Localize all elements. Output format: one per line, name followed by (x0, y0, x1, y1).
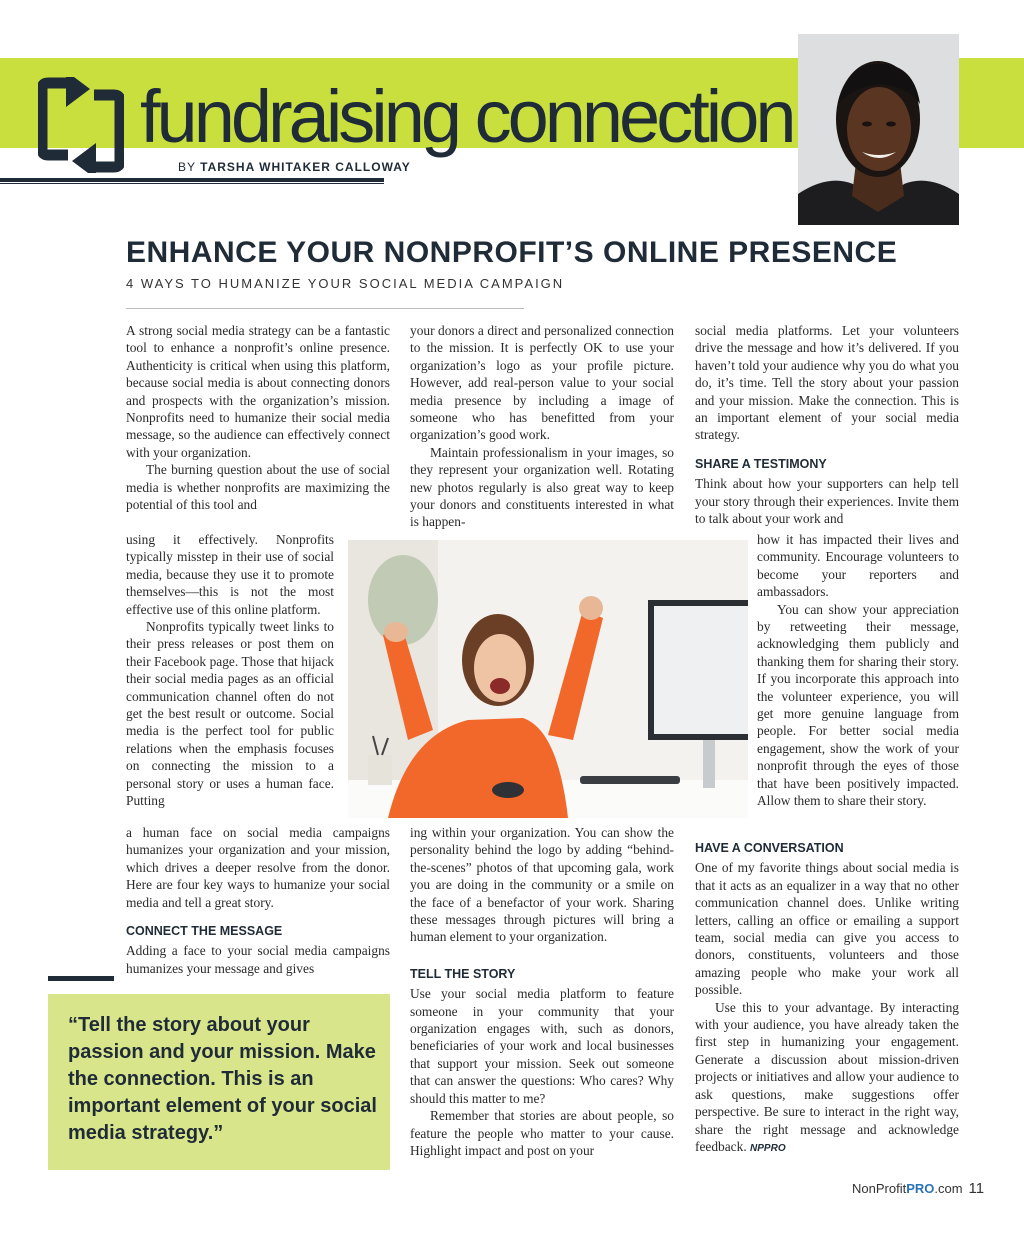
column-1-wrap (126, 531, 334, 810)
paragraph: Adding a face to your social media campaigns humanizes your message and gives (126, 943, 390, 976)
page-number: 11 (968, 1180, 985, 1197)
paragraph: One of my favorite things about social media is that it acts as an equalizer in a way that no other communication channel does. Unlike writing letters, calling an office or emailing a support team, social media can give you access to donors, constituents, volunteers and those amazing people who make your work all possible. (695, 860, 959, 998)
section-heading: CONNECT THE MESSAGE (126, 924, 283, 939)
footer-site-suffix: .com (934, 1181, 963, 1196)
column-3-wrap (757, 531, 959, 810)
section-heading: SHARE A TESTIMONY (695, 456, 827, 471)
end-mark: NPPRO (750, 1142, 786, 1154)
headline-divider (126, 308, 524, 309)
paragraph: ing within your organization. You can show the personality behind the logo by adding “behind-the-scenes” photos of that upcoming gala, work you are doing in the community or a smile on the face of a benefactor of your work. Sharing these messages through pictures will bring a human element to your organization. (410, 825, 674, 945)
byline (178, 160, 411, 174)
column-3-bottom (695, 840, 959, 1157)
article-headline: ENHANCE YOUR NONPROFIT’S ONLINE PRESENCE (126, 236, 898, 269)
column-3-top (695, 322, 959, 527)
refresh-arrows-logo-icon (38, 77, 124, 173)
pull-quote-rule (48, 976, 114, 981)
paragraph: Remember that stories are about people, so feature the people who matter to your cause. Highlight impact and post on your (410, 1108, 674, 1158)
paragraph (695, 999, 959, 1158)
column-1-top (126, 322, 390, 513)
pull-quote: “Tell the story about your passion and your mission. Make the connection. This is an important element of your social media strategy.” (68, 1014, 377, 1144)
article-photo (348, 540, 748, 818)
section-heading: TELL THE STORY (410, 966, 516, 981)
paragraph: social media platforms. Let your volunteers drive the message and how it’s delivered. If you haven’t told your audience why you do what you do, it’s time. Tell the story about your passion and your mission. Make the connection. This is an important element of your social media strategy. (695, 323, 959, 443)
section-heading: HAVE A CONVERSATION (695, 841, 844, 855)
column-1-bottom (126, 824, 390, 977)
paragraph: Maintain professionalism in your images, so they represent your organization well. Rotating new photos regularly is also great way to keep your donors and constituents interested in what is happen- (410, 444, 674, 530)
byline-prefix: BY (178, 160, 196, 174)
paragraph: a human face on social media campaigns humanizes your organization and your mission, which drives a deeper resolve from the donor. Here are four key ways to humanize your social media and tell a great story. (126, 825, 390, 910)
column-2-bottom (410, 824, 674, 1159)
article-subheadline: 4 WAYS TO HUMANIZE YOUR SOCIAL MEDIA CAMPAIGN (126, 276, 565, 291)
footer-site-prefix: NonProfit (852, 1181, 907, 1196)
byline-author: TARSHA WHITAKER CALLOWAY (200, 160, 411, 174)
paragraph-text: Use this to your advantage. By interacting with your audience, you have already taken the first step in humanizing your engagement. Generate a discussion about mission-driven projects or initiatives and allow your audience to ask questions, make suggestions offer perspective. Be sure to interact in the right way, share the right message and acknowledge feedback. (695, 999, 959, 1154)
paragraph: Use your social media platform to feature someone in your community that your organization engages with, such as donors, beneficiaries of your work and local businesses that support your mission. Seek out someone that can answer the questions: Who cares? Why should this matter to me? (410, 986, 674, 1106)
author-headshot (798, 34, 959, 225)
column-2-top (410, 322, 674, 531)
header-rule (0, 178, 384, 182)
paragraph: Think about how your supporters can help tell your story through their experiences. Invite them to talk about your work and (695, 476, 959, 527)
paragraph: You can show your appreciation by retweeting their message, acknowledging them publicly and thanking them for sharing their story. If you incorporate this approach into the volunteer experience, you will get more genuine language from people. For better social media engagement, show the work of your nonprofit through the eyes of those that have been positively impacted. Allow them to share their story. (757, 601, 959, 809)
paragraph: your donors a direct and personalized connection to the mission. It is perfectly OK to use your organization’s logo as your profile picture. However, add real-person value to your social media presence by including a image of someone who has benefitted from your organization’s good work. (410, 323, 674, 443)
paragraph: A strong social media strategy can be a fantastic tool to enhance a nonprofit’s online presence. Authenticity is critical when using this platform, because social media is about connecting donors and prospects with the organization’s mission. Nonprofits need to humanize their social media message, so the audience can effectively connect with your organization. (126, 323, 390, 460)
paragraph: using it effectively. Nonprofits typically misstep in their use of social media, because they use it to promote themselves—this is not the most effective use of this online platform. (126, 532, 334, 617)
footer-site-brand: PRO (906, 1181, 935, 1196)
paragraph: how it has impacted their lives and community. Encourage volunteers to become your reporters and ambassadors. (757, 532, 959, 600)
header-rule-thin (0, 183, 384, 184)
paragraph: The burning question about the use of social media is whether nonprofits are maximizing the potential of this tool and (126, 462, 390, 513)
paragraph: Nonprofits typically tweet links to their press releases or post them on their Facebook page. Those that hijack their social media pages as an official communication channel often do not get the best result or outcome. Social media is the perfect tool for public relations when the emphasis focuses on connecting the mission to a personal story or uses a human face. Putting (126, 619, 334, 809)
column-title: fundraising connection (140, 75, 793, 158)
page-footer (852, 1180, 984, 1197)
